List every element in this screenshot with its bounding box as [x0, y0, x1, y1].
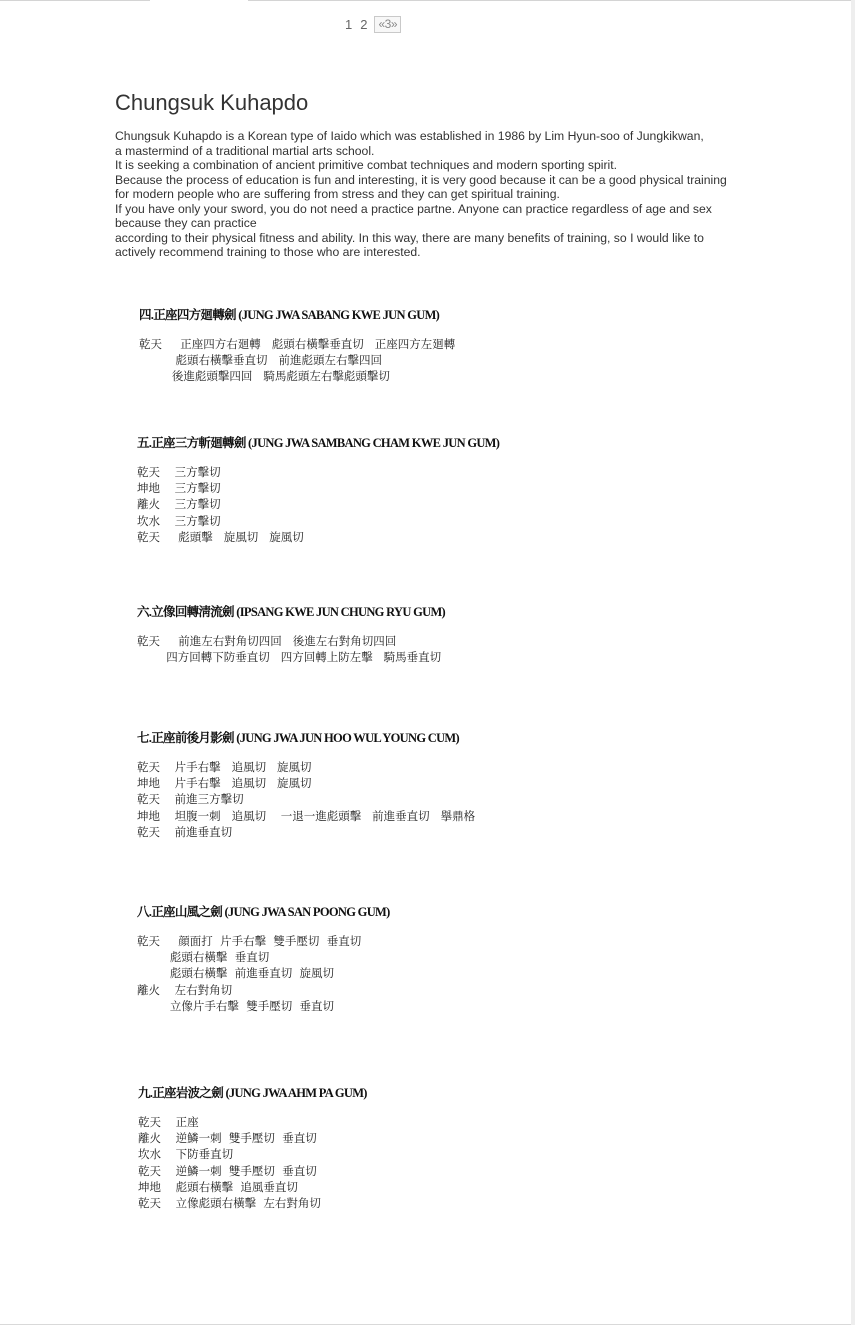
scrollbar-track[interactable] [851, 0, 855, 1325]
page-title: Chungsuk Kuhapdo [115, 90, 309, 115]
pagination [344, 15, 401, 33]
top-divider [0, 0, 150, 1]
page-link-1[interactable]: 1 [345, 16, 353, 32]
intro-line: because they can practice [115, 216, 257, 230]
technique-line: 離火 三方擊切 [137, 497, 221, 511]
page-link-2[interactable]: 2 [360, 16, 368, 32]
intro-line: Chungsuk Kuhapdo is a Korean type of Iaido which was established in 1986 by Lim Hyun-soo of Jungkikwan, [115, 129, 704, 143]
technique-line: 坎水 三方擊切 [137, 514, 221, 528]
technique-line: 乾天 立像彪頭右橫擊 左右對角切 [138, 1196, 321, 1210]
page-current-3[interactable]: «3» [374, 16, 401, 33]
technique-line: 乾天 前進三方擊切 [137, 792, 244, 806]
intro-line: actively recommend training to those who are interested. [115, 245, 421, 259]
section-title: 六.立像回轉淸流劍 (IPSANG KWE JUN CHUNG RYU GUM) [137, 605, 446, 619]
section-title: 八.正座山風之劍 (JUNG JWA SAN POONG GUM) [137, 905, 390, 919]
intro-line: If you have only your sword, you do not need a practice partne. Anyone can practice regardless of age and sex [115, 201, 712, 216]
intro-line: for modern people who are suffering from stress and they can get spiritual training. [115, 187, 560, 201]
technique-line: 彪頭右橫擊 前進垂直切 旋風切 [137, 966, 335, 980]
technique-line: 乾天 三方擊切 [137, 465, 221, 479]
technique-line: 坤地 片手右擊 追風切 旋風切 [137, 776, 312, 790]
technique-line: 坤地 三方擊切 [137, 481, 221, 495]
technique-line: 離火 逆鱗一刺 雙手壓切 垂直切 [138, 1131, 317, 1145]
technique-line: 彪頭右橫擊 垂直切 [137, 950, 270, 964]
technique-line: 坤地 彪頭右橫擊 追風垂直切 [138, 1180, 298, 1194]
technique-line: 乾天 正座 [138, 1115, 199, 1129]
section-title: 四.正座四方廻轉劍 (JUNG JWA SABANG KWE JUN GUM) [139, 308, 440, 322]
technique-line: 乾天 逆鱗一刺 雙手壓切 垂直切 [138, 1164, 317, 1178]
technique-line: 乾天 彪頭擊 旋風切 旋風切 [137, 530, 304, 544]
intro-line: a mastermind of a traditional martial arts school. [115, 143, 375, 158]
section-title: 九.正座岩波之劍 (JUNG JWA AHM PA GUM) [138, 1086, 367, 1100]
intro-line: It is seeking a combination of ancient primitive combat techniques and modern sporting spirit. [115, 158, 617, 172]
technique-line: 乾天 正座四方右廻轉 彪頭右橫擊垂直切 正座四方左廻轉 [139, 337, 456, 351]
section-title: 五.正座三方斬廻轉劍 (JUNG JWA SAMBANG CHAM KWE JUN GUM) [137, 436, 500, 450]
top-divider [248, 0, 851, 1]
technique-line: 坤地 坦腹一刺 追風切 一退一進彪頭擊 前進垂直切 擧鼎格 [137, 809, 476, 823]
technique-line: 乾天 顔面打 片手右擊 雙手壓切 垂直切 [137, 934, 362, 948]
technique-line: 乾天 前進垂直切 [137, 825, 233, 839]
intro-paragraph [115, 129, 765, 260]
intro-line: Because the process of education is fun and interesting, it is very good because it can be a good physical training [115, 172, 727, 187]
technique-line: 離火 左右對角切 [137, 983, 233, 997]
intro-line: according to their physical fitness and ability. In this way, there are many benefits of training, so I would like to [115, 230, 704, 245]
technique-line: 後進彪頭擊四回 騎馬彪頭左右擊彪頭擊切 [139, 369, 390, 383]
technique-line: 四方回轉下防垂直切 四方回轉上防左擊 騎馬垂直切 [137, 650, 442, 664]
technique-line: 乾天 前進左右對角切四回 後進左右對角切四回 [137, 634, 397, 648]
technique-line: 坎水 下防垂直切 [138, 1147, 234, 1161]
section-title: 七.正座前後月影劍 (JUNG JWA JUN HOO WUL YOUNG CUM) [137, 731, 459, 745]
technique-line: 立像片手右擊 雙手壓切 垂直切 [137, 999, 335, 1013]
technique-line: 乾天 片手右擊 追風切 旋風切 [137, 760, 312, 774]
technique-line: 彪頭右橫擊垂直切 前進彪頭左右擊四回 [139, 353, 383, 367]
